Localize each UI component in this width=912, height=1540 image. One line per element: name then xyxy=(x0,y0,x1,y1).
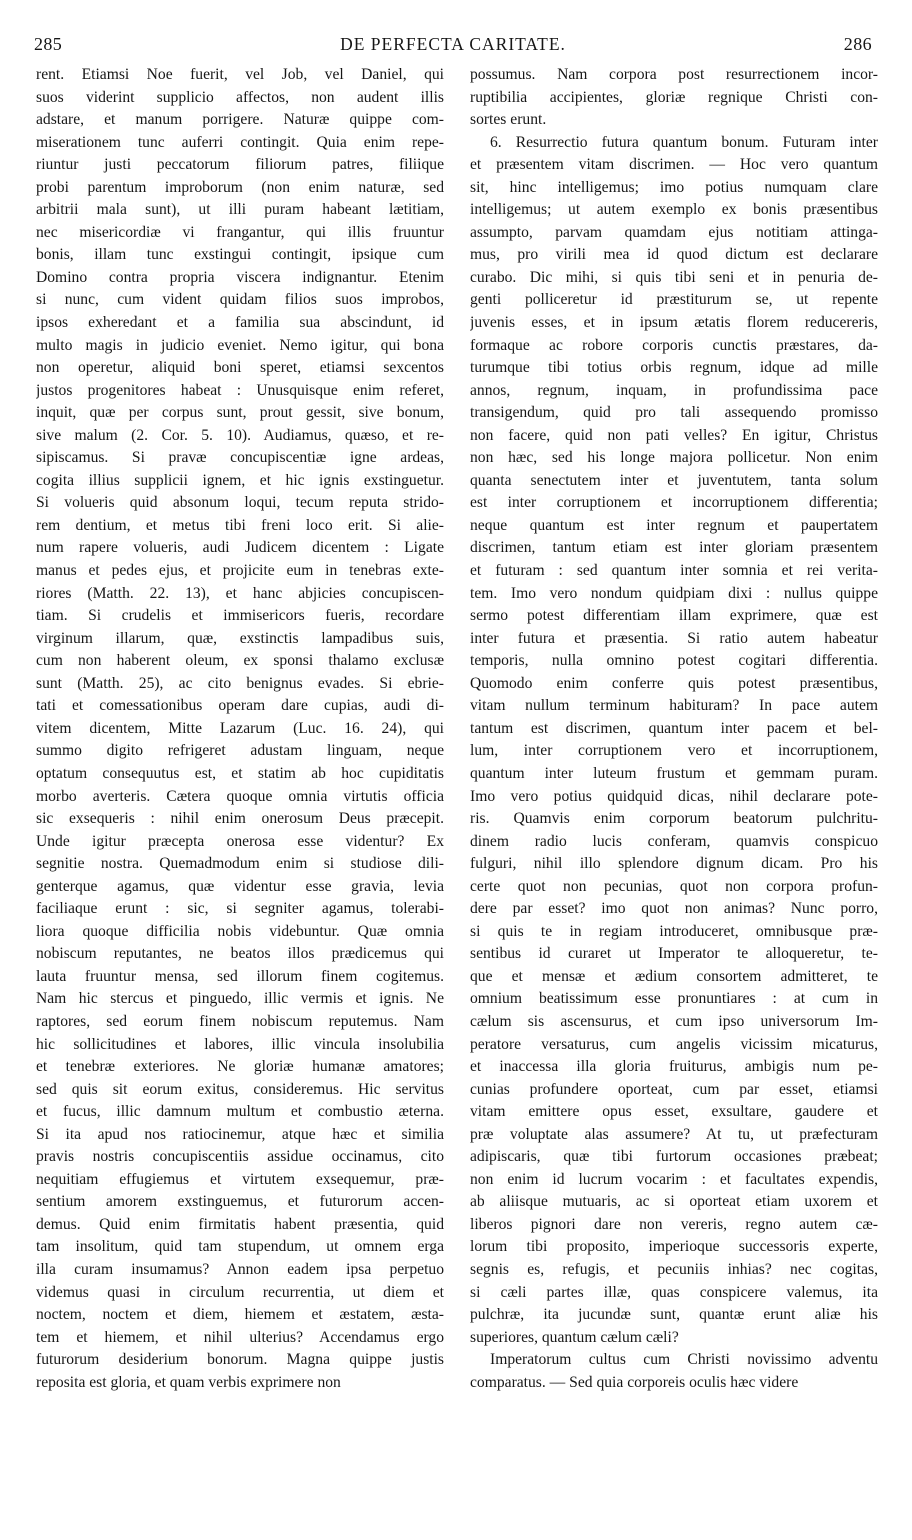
text-line: sermo potest differentiam illam exprimere, quæ est xyxy=(470,607,878,625)
text-line: videmus quasi in circulum recurrentia, ut diem et xyxy=(36,1283,444,1301)
text-line: virginum illarum, quæ, exstinctis lampadibus suis, xyxy=(36,629,444,647)
text-line: dinem radio lucis conferam, quamvis conspicuo xyxy=(470,832,878,850)
text-line: et fucus, illic damnum multum et combustio æterna. xyxy=(36,1103,444,1121)
text-line: liora quoque difficilia nobis videbuntur. Quæ omnia xyxy=(36,922,444,940)
text-line: si cæli partes illæ, quas conspicere valemus, ita xyxy=(470,1283,878,1301)
text-line: vitam nullum terminum habituram? In pace autem xyxy=(470,697,878,715)
text-line: possumus. Nam corpora post resurrectionem incor- xyxy=(470,66,878,83)
text-line: miserationem tunc auferri contingit. Quia enim repe- xyxy=(36,133,444,151)
text-line: non hæc, sed his longe majora pollicetur. Non enim xyxy=(470,449,878,467)
text-line: summo digito refrigeret adustam linguam, neque xyxy=(36,742,444,760)
text-line: sentibus id curaret ut Imperator te alloqueretur, te- xyxy=(470,945,878,963)
text-line: sipiscamus. Si pravæ concupiscentiæ igne ardeas, xyxy=(36,449,444,467)
text-line: formaque ac robore corporis cunctis præstares, da- xyxy=(470,336,878,354)
text-line: reposita est gloria, et quam verbis exprimere non xyxy=(36,1373,341,1391)
text-line: cunias profundere oporteat, cum par esset, etiamsi xyxy=(470,1080,878,1098)
text-line: si nunc, cum vident quidam filios suos improbos, xyxy=(36,291,444,309)
text-line: nec misericordiæ vi frangantur, qui illis fruuntur xyxy=(36,223,444,241)
text-line: manus et pedes ejus, et projicite eum in tenebras exte- xyxy=(36,562,444,580)
text-line: non facere, quid non pati velles? En igitur, Christus xyxy=(470,426,878,444)
text-line: sortes erunt. xyxy=(470,111,547,129)
text-line: discrimen, tantum etiam est inter gloriam præsentem xyxy=(470,539,878,557)
text-line: adipiscaris, quæ tibi furtorum occasiones præbeat; xyxy=(470,1148,878,1166)
text-line: sed quis sit eorum exitus, consideremus. Hic servitus xyxy=(36,1080,444,1098)
text-line: Domino contra propria viscera indignantur. Etenim xyxy=(36,268,444,286)
text-line: sit, hinc intelligemus; imo potius numquam clare xyxy=(470,178,878,196)
text-line: Nam hic stercus et pinguedo, illic vermis et ignis. Ne xyxy=(36,990,444,1008)
text-line: tiam. Si crudelis et immisericors fueris, recordare xyxy=(36,607,444,625)
text-line: et futuram : sed quantum inter somnia et rei verita- xyxy=(470,562,878,580)
text-line: cogita illius supplicii ignem, et hic ignis exstinguetur. xyxy=(36,471,444,489)
text-line: tem. Imo vero nondum quidpiam dixi : nullus quippe xyxy=(470,584,878,602)
text-line: Imo vero potius quidquid dicas, nihil declarare pote- xyxy=(470,787,878,805)
text-line: tantum est discrimen, quantum inter pacem et bel- xyxy=(470,719,878,737)
text-line: Unde igitur præcepta onerosa esse videntur? Ex xyxy=(36,832,444,850)
text-line: superiores, quantum cælum cæli? xyxy=(470,1328,679,1346)
text-line: non enim id lucrum vocarim : et facultates expendis, xyxy=(470,1170,878,1188)
text-line: nequitiam effugiemus et virtutem exsequemur, præ- xyxy=(36,1170,444,1188)
text-line: assumpto, parvam quamdam ejus notitiam attinga- xyxy=(470,223,878,241)
text-line: ipsos exheredant et a familia sua abscindunt, id xyxy=(36,314,444,332)
text-line: ris. Quamvis enim corporum beatorum pulchritu- xyxy=(470,810,878,828)
text-line: intelligemus; ut autem exemplo ex bonis præsentibus xyxy=(470,201,878,219)
right-text-column xyxy=(470,64,878,1394)
text-line: ab aliisque mutuaris, ac si oporteat etiam uxorem et xyxy=(470,1193,878,1211)
text-line: demus. Quid enim firmitatis habent præsentia, quid xyxy=(36,1215,444,1233)
text-line: turumque tibi totius orbis regnum, idque ad mille xyxy=(470,359,878,377)
text-line: comparatus. — Sed quia corporeis oculis hæc videre xyxy=(470,1373,799,1391)
text-line: juvenis esses, et in ipsum ætatis florem reducereris, xyxy=(470,314,878,332)
text-line: pulchræ, ita jucundæ sunt, quantæ erunt aliæ his xyxy=(470,1306,878,1324)
text-line: Si volueris quid absonum loqui, tecum reputa strido- xyxy=(36,494,444,512)
text-line: tam insolitum, quid tam stupendum, ut omnem erga xyxy=(36,1238,444,1256)
text-line: vitem dicentem, Mitte Lazarum (Luc. 16. 24), qui xyxy=(36,719,444,737)
text-line: tem et hiemem, et nihil ulterius? Accendamus ergo xyxy=(36,1328,444,1346)
text-line: cum non haberent oleum, ex sponsi thalamo exclusæ xyxy=(36,652,444,670)
text-line: justos progenitores habeat : Unusquisque enim referet, xyxy=(36,381,444,399)
left-text-column xyxy=(36,64,444,1394)
text-line: si quis te in regiam introduceret, omnibusque præ- xyxy=(470,922,878,940)
right-page-number: 286 xyxy=(843,34,872,54)
text-line: futurorum desiderium bonorum. Magna quippe justis xyxy=(36,1351,444,1369)
text-line: faciliaque erunt : sic, si segniter agamus, tolerabi- xyxy=(36,900,444,918)
text-line: raptores, sed eorum finem nobiscum reputemus. Nam xyxy=(36,1012,444,1030)
text-line: 6. Resurrectio futura quantum bonum. Futuram inter xyxy=(490,133,878,151)
text-line: sic exsequeris : nihil enim onerosum Deus præcepit. xyxy=(36,810,444,828)
text-line: suos viderint supplicio affectos, non audent illis xyxy=(36,88,444,106)
text-line: inter futura et præsentia. Si ratio autem habeatur xyxy=(470,629,878,647)
text-line: neque quantum est inter regnum et paupertatem xyxy=(470,516,878,534)
text-line: et inaccessa illa gloria fruiturus, ambigis num pe- xyxy=(470,1058,878,1076)
text-line: arbitrii mala sunt), ut illi puram habeant lætitiam, xyxy=(36,201,444,219)
text-line: vitam emittere opus esset, exsultare, gaudere et xyxy=(470,1103,878,1121)
text-line: tati et comessationibus operam dare cupias, audi di- xyxy=(36,697,444,715)
text-line: rem dentium, et metus tibi freni loco erit. Si alie- xyxy=(36,516,444,534)
text-line: cælum sis ascensurus, et cum ipso universorum Im- xyxy=(470,1012,878,1030)
text-line: ruptibilia accipientes, gloriæ regnique Christi con- xyxy=(470,88,878,106)
text-line: liberos pignori dare non vereris, regno autem cæ- xyxy=(470,1215,878,1233)
text-line: sunt (Matth. 25), ac cito benignus evades. Si ebrie- xyxy=(36,674,444,692)
text-line: mus, pro virili mea id quod dictum est declarare xyxy=(470,246,878,264)
text-line: lorum tibi proposito, imperioque successoris experte, xyxy=(470,1238,878,1256)
text-line: peratore versaturus, cum angelis vicissim micaturus, xyxy=(470,1035,878,1053)
text-line: Imperatorum cultus cum Christi novissimo adventu xyxy=(490,1351,878,1369)
text-line: temporis, nulla omnino potest cogitari differentia. xyxy=(470,652,878,670)
text-line: que et mensæ et ædium consortem admitteret, te xyxy=(470,967,878,985)
text-line: præ voluptate alas assumere? At tu, ut præfecturam xyxy=(470,1125,878,1143)
text-line: segnitie nostra. Quemadmodum enim si studiose dili- xyxy=(36,855,444,873)
text-line: certe quot non pecunias, quot non corpora profun- xyxy=(470,877,878,895)
text-line: segnis es, refugis, et pecuniis inhias? nec cogitas, xyxy=(470,1260,878,1278)
text-line: et tenebræ exteriores. Ne gloriæ humanæ amatores; xyxy=(36,1058,444,1076)
text-line: dere par esset? imo quot non animas? Nunc porro, xyxy=(470,900,878,918)
text-line: bonis, illam tunc exstingui contingit, ipsique cum xyxy=(36,246,444,264)
text-line: inquit, quæ per corpus sunt, prout gessit, sive bonum, xyxy=(36,404,444,422)
running-title: DE PERFECTA CARITATE. xyxy=(340,34,566,54)
text-line: probi parentum improborum (non enim naturæ, sed xyxy=(36,178,444,196)
text-line: genterque agamus, quæ videntur esse gravia, levia xyxy=(36,877,444,895)
text-line: curabo. Dic mihi, si quis tibi seni et in penuria de- xyxy=(470,268,878,286)
text-line: omnium beatissimum esse pronuntiares : at cum in xyxy=(470,990,878,1008)
text-line: riores (Matth. 22. 13), et hanc abjicies concupiscen- xyxy=(36,584,444,602)
text-line: adstare, et manum porrigere. Naturæ quippe com- xyxy=(36,111,444,129)
text-line: noctem, noctem et diem, hiemem et æstatem, æsta- xyxy=(36,1306,444,1324)
text-line: nobiscum reputantes, ne beatos illos prædicemus qui xyxy=(36,945,444,963)
text-line: optatum consequutus est, et statim ab hoc cupiditatis xyxy=(36,764,444,782)
text-line: fulguri, nihil illo splendore dignum dicam. Pro his xyxy=(470,855,878,873)
text-line: transigendum, quid pro tali assequendo promisso xyxy=(470,404,878,422)
text-line: morbo averteris. Cætera quoque omnia virtutis officia xyxy=(36,787,444,805)
text-line: quantum inter luteum frustum et gemmam puram. xyxy=(470,764,878,782)
text-line: riuntur justi peccatorum filiorum patres, filiique xyxy=(36,156,444,174)
text-line: hic sollicitudines et labores, illic vincula insolubilia xyxy=(36,1035,444,1053)
text-line: Quomodo enim conferre quis potest præsentibus, xyxy=(470,674,878,692)
left-page-number: 285 xyxy=(34,34,63,54)
text-line: lum, inter corruptionem vero et incorruptionem, xyxy=(470,742,878,760)
running-header xyxy=(34,34,872,58)
text-line: sentium amorem exstinguemus, et futurorum accen- xyxy=(36,1193,444,1211)
text-line: lauta fruuntur mensa, sed illorum finem cogitemus. xyxy=(36,967,444,985)
text-line: est inter corruptionem et incorruptionem differentia; xyxy=(470,494,878,512)
text-line: sive malum (2. Cor. 5. 10). Audiamus, quæso, et re- xyxy=(36,426,444,444)
text-line: illa curam insumamus? Annon eadem ipsa perpetuo xyxy=(36,1260,444,1278)
text-line: multo magis in judicio eveniet. Nemo igitur, qui bona xyxy=(36,336,444,354)
text-line: non operetur, aliquid boni speret, etiamsi sexcentos xyxy=(36,359,444,377)
text-line: genti polliceretur id præstiturum se, ut repente xyxy=(470,291,878,309)
text-line: Si ita apud nos ratiocinemur, atque hæc et similia xyxy=(36,1125,444,1143)
text-line: num rapere volueris, audi Judicem dicentem : Ligate xyxy=(36,539,444,557)
text-line: quanta senectutem inter et juventutem, tanta solum xyxy=(470,471,878,489)
text-line: et præsentem vitam discrimen. — Hoc vero quantum xyxy=(470,156,878,174)
text-line: annos, regnum, inquam, in profundissima pace xyxy=(470,381,878,399)
text-line: rent. Etiamsi Noe fuerit, vel Job, vel Daniel, qui xyxy=(36,66,444,83)
text-line: pravis nostris concupiscentiis assidue occinamus, cito xyxy=(36,1148,444,1166)
